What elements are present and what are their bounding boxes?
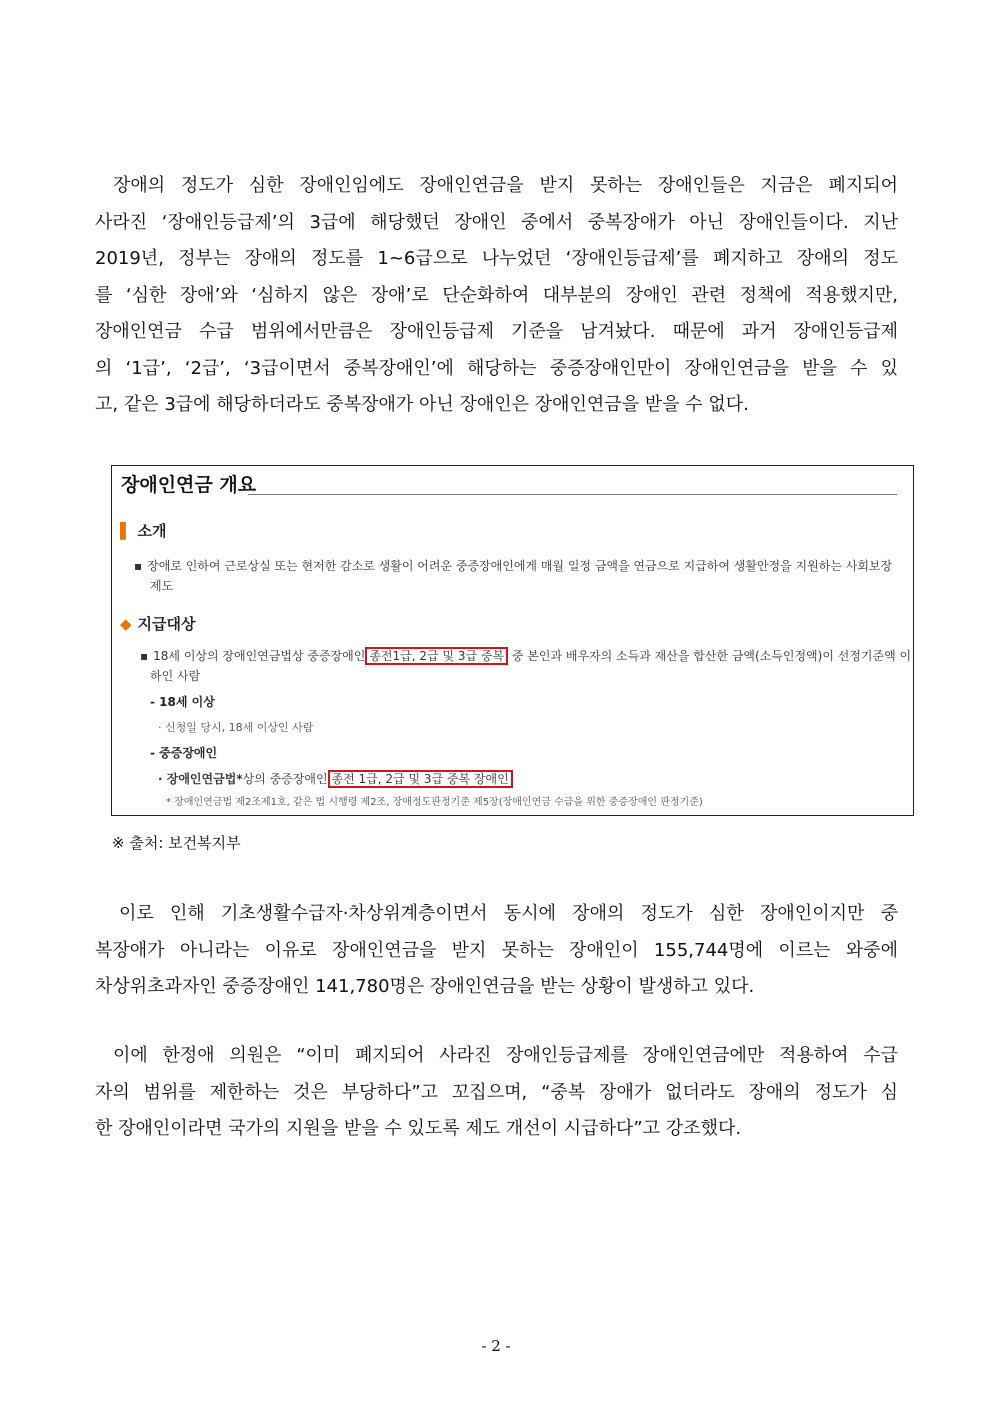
eligibility-text xyxy=(140,646,911,666)
body-paragraph-1 xyxy=(95,168,898,424)
law-name: · 장애인연금법* xyxy=(158,772,243,786)
eligibility-pre: 18세 이상의 장애인연금법상 중증장애인 xyxy=(153,649,366,663)
age-heading: - 18세 이상 xyxy=(150,695,215,709)
pension-overview-figure xyxy=(111,465,914,816)
highlight-box: 종전 1급, 2급 및 3급 중복 장애인 xyxy=(328,770,513,788)
body-paragraph-2 xyxy=(95,896,898,1006)
severe-disability-heading: - 중증장애인 xyxy=(150,746,218,760)
paragraph-line: 복장애가 아니라는 이유로 장애인연금을 받지 못하는 장애인이 155,744명에 이르는 와중에 xyxy=(95,939,898,961)
paragraph-line: 장애의 정도가 심한 장애인임에도 장애인연금을 받지 못하는 장애인들은 지금은 폐지되어 xyxy=(113,175,898,196)
paragraph-line: 의 ‘1급’, ‘2급’, ‘3급이면서 중복장애인’에 해당하는 중증장애인만이 장애인연금을 받을 수 있 xyxy=(95,357,898,379)
bullet-icon: ▪ xyxy=(134,559,143,573)
intro-line: 장애로 인하여 근로상실 또는 현저한 감소로 생활이 어려운 중증장애인에게 매월 일정 금액을 연금으로 지급하여 생활안정을 지원하는 사회보장 xyxy=(147,559,893,573)
body-paragraph-3 xyxy=(95,1038,898,1148)
paragraph-line: 한 장애인이라면 국가의 지원을 받을 수 있도록 제도 개선이 시급하다”고 강조했다. xyxy=(95,1118,742,1139)
eligibility-post: 중 본인과 배우자의 소득과 재산을 합산한 금액(소득인정액)이 선정기준액 이 xyxy=(508,649,912,663)
eligibility-line: 하인 사람 xyxy=(150,669,201,683)
diamond-icon: ◆ xyxy=(120,615,132,633)
bullet-icon: ▪ xyxy=(140,649,149,663)
section-label: 지급대상 xyxy=(137,615,196,633)
source-caption: ※ 출처: 보건복지부 xyxy=(112,834,241,852)
title-rule xyxy=(248,494,897,495)
intro-line: 제도 xyxy=(150,579,174,593)
paragraph-line: 장애인연금 수급 범위에서만큼은 장애인등급제 기준을 남겨놨다. 때문에 과거 장애인등급제 xyxy=(95,321,898,342)
paragraph-line: 차상위초과자인 중증장애인 141,780명은 장애인연금을 받는 상황이 발생하고 있다. xyxy=(95,976,755,997)
section-heading-intro xyxy=(120,520,167,541)
section-label: 소개 xyxy=(137,522,167,540)
orange-bar-icon: ▌ xyxy=(120,522,132,540)
paragraph-line: 이에 한정애 의원은 “이미 폐지되어 사라진 장애인등급제를 장애인연금에만 적용하여 수급 xyxy=(113,1045,898,1066)
page-number: - 2 - xyxy=(481,1337,511,1355)
paragraph-line: 이로 인해 기초생활수급자·차상위계층이면서 동시에 장애의 정도가 심한 장애인이지만 중 xyxy=(119,903,898,924)
figure-footnote: * 장애인연금법 제2조제1호, 같은 법 시행령 제2조, 장애정도판정기준 제5장(장애인연금 수급을 위한 중증장애인 판정기준) xyxy=(166,797,703,808)
highlight-box: 종전1급, 2급 및 3급 중복 xyxy=(365,647,508,665)
figure-title: 장애인연금 개요 xyxy=(121,474,257,496)
severe-pre: 상의 중증장애인 xyxy=(242,772,328,786)
severe-disability-description xyxy=(158,769,513,789)
paragraph-line: 를 ‘심한 장애’와 ‘심하지 않은 장애’로 단순화하여 대부분의 장애인 관련 정책에 적용했지만, xyxy=(95,284,898,306)
age-description: · 신청일 당시, 18세 이상인 사람 xyxy=(158,721,314,734)
section-heading-eligibility xyxy=(120,613,196,634)
intro-text xyxy=(134,556,904,576)
paragraph-line: 고, 같은 3급에 해당하더라도 중복장애가 아닌 장애인은 장애인연금을 받을 수 없다. xyxy=(95,394,749,415)
paragraph-line: 2019년, 정부는 장애의 정도를 1~6급으로 나누었던 ‘장애인등급제’를 폐지하고 장애의 정도 xyxy=(95,248,898,269)
paragraph-line: 자의 범위를 제한하는 것은 부당하다”고 꼬집으며, “중복 장애가 없더라도 장애의 정도가 심 xyxy=(95,1081,898,1103)
paragraph-line: 사라진 ‘장애인등급제’의 3급에 해당했던 장애인 중에서 중복장애가 아닌 장애인들이다. 지난 xyxy=(95,211,898,233)
